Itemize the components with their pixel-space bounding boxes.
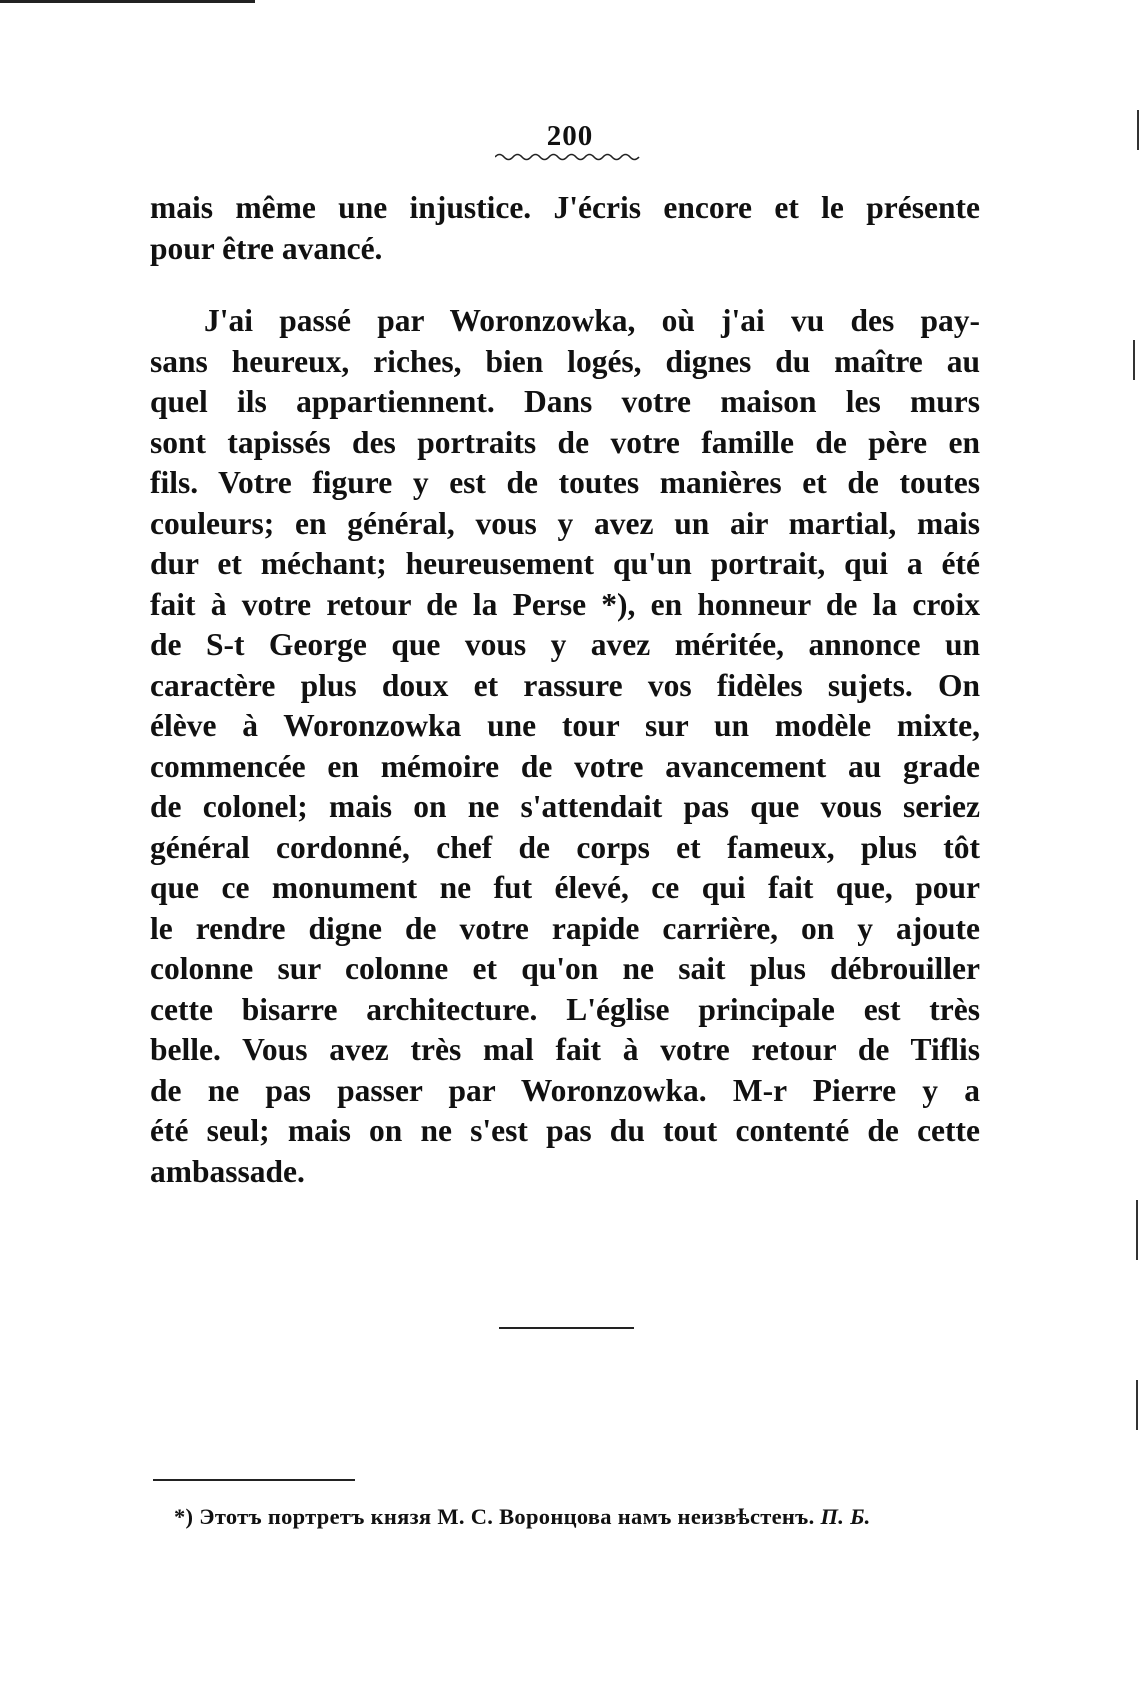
scan-margin-mark	[1136, 1380, 1138, 1430]
text-line: pour être avancé.	[150, 230, 383, 266]
scan-margin-mark	[1133, 340, 1135, 380]
scan-margin-mark	[1137, 110, 1139, 150]
scan-margin-mark	[1136, 1200, 1138, 1260]
text-line: fils. Votre figure y est de toutes manières et de toutes	[150, 465, 980, 500]
text-line: été seul; mais on ne s'est pas du tout contenté de cette	[150, 1113, 980, 1148]
section-end-rule	[499, 1327, 634, 1329]
text-line: quel ils appartiennent. Dans votre maison les murs	[150, 384, 980, 419]
text-line: caractère plus doux et rassure vos fidèles sujets. On	[150, 667, 980, 703]
text-line: ambassade.	[150, 1153, 305, 1189]
footnote-signature: П. Б.	[820, 1504, 871, 1529]
text-line: de S-t George que vous y avez méritée, annonce un	[150, 627, 980, 662]
text-line: couleurs; en général, vous y avez un air martial, mais	[150, 505, 980, 541]
text-line: commencée en mémoire de votre avancement au grade	[150, 748, 980, 784]
text-line: cette bisarre architecture. L'église principale est très	[150, 991, 980, 1027]
text-line: de ne pas passer par Woronzowka. M-r Pierre y a	[150, 1072, 980, 1108]
text-line: sans heureux, riches, bien logés, dignes du maître au	[150, 343, 980, 379]
text-line: élève à Woronzowka une tour sur un modèle mixte,	[150, 708, 980, 743]
text-line: sont tapissés des portraits de votre famille de père en	[150, 424, 980, 460]
page-number: 200	[546, 120, 594, 152]
letter-body-text	[150, 188, 980, 1192]
paragraph-gap	[150, 269, 980, 301]
footnote-text: *) Этотъ портретъ князя М. С. Воронцова намъ неизвѣстенъ.	[174, 1504, 815, 1529]
text-line: belle. Vous avez très mal fait à votre retour de Tiflis	[150, 1032, 980, 1067]
footnote	[174, 1504, 871, 1530]
text-line: dur et méchant; heureusement qu'un portrait, qui a été	[150, 546, 980, 581]
page-number-wavy-underline	[495, 152, 640, 162]
text-line: le rendre digne de votre rapide carrière, on y ajoute	[150, 910, 980, 946]
text-line: fait à votre retour de la Perse *), en honneur de la croix	[150, 586, 980, 622]
text-line: général cordonné, chef de corps et fameux, plus tôt	[150, 829, 980, 865]
text-line: J'ai passé par Woronzowka, où j'ai vu des pay-	[204, 303, 980, 338]
top-edge-rule	[0, 0, 255, 3]
text-line: de colonel; mais on ne s'attendait pas que vous seriez	[150, 789, 980, 824]
text-line: colonne sur colonne et qu'on ne sait plus débrouiller	[150, 951, 980, 986]
text-line: que ce monument ne fut élevé, ce qui fait que, pour	[150, 870, 980, 905]
footnote-separator-rule	[153, 1479, 355, 1481]
text-line: mais même une injustice. J'écris encore et le présente	[150, 190, 980, 225]
